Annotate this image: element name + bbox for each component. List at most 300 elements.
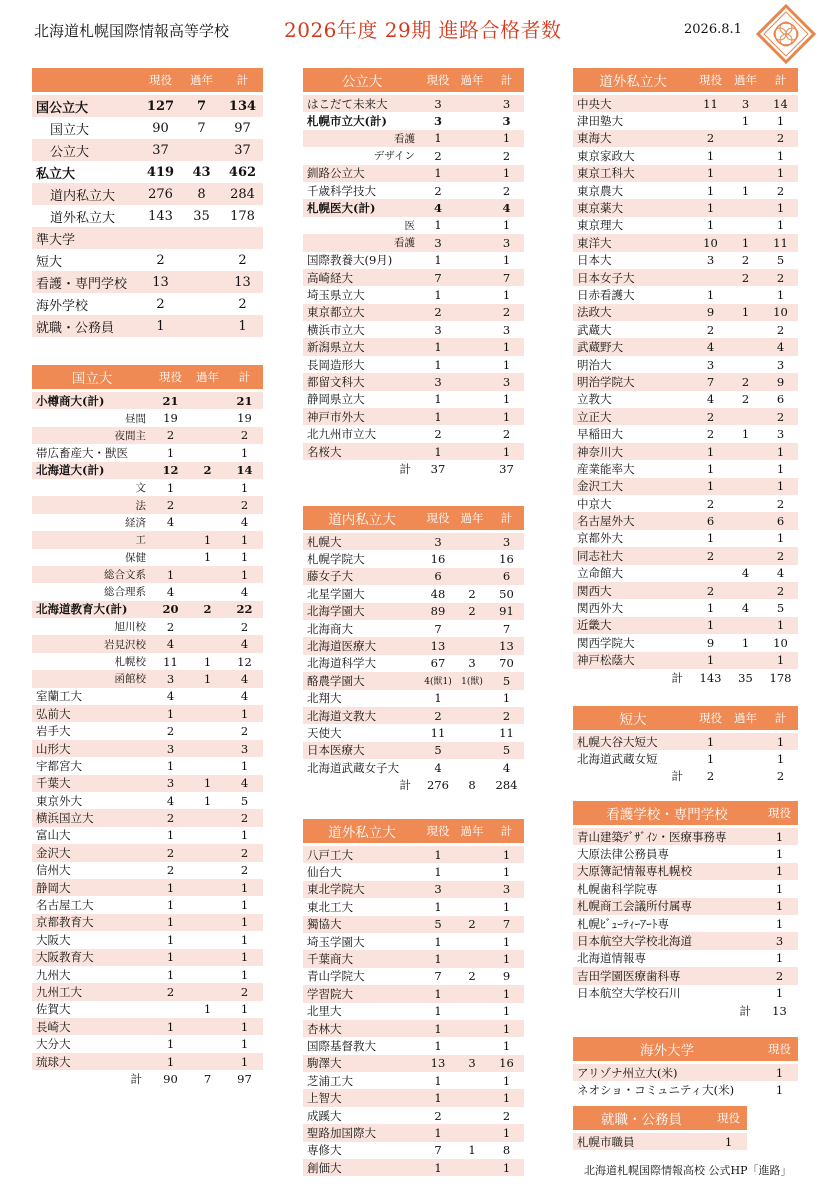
row-value: 3 — [502, 322, 511, 337]
tanki-col-header: 過年 — [734, 711, 757, 725]
row-value: 5 — [776, 601, 785, 616]
row-value: 1 — [706, 752, 715, 767]
employment-table — [573, 1106, 747, 1150]
row-label: 東京家政大 — [577, 148, 635, 163]
row-label: 海外学校 — [36, 298, 89, 314]
table-row — [573, 112, 798, 129]
row-value: 1 — [240, 1054, 249, 1069]
row-value: 3 — [434, 534, 442, 549]
table-row — [573, 408, 798, 425]
row-value: 2 — [203, 463, 212, 478]
row-value: 1 — [502, 409, 511, 424]
row-value: 1 — [240, 950, 249, 965]
row-value: 3 — [502, 96, 511, 111]
row-value: 2 — [741, 374, 750, 389]
row-value: 2 — [776, 548, 785, 563]
row-value: 13 — [430, 1056, 446, 1071]
row-value: 8 — [502, 1143, 511, 1158]
row-label: 長岡造形大 — [307, 357, 365, 372]
row-value: 1 — [741, 235, 750, 250]
row-value: 1 — [166, 898, 175, 913]
table-row — [303, 881, 524, 898]
row-value: 1 — [434, 409, 442, 424]
doNai-col-header: 現役 — [426, 511, 450, 525]
row-label: 東京薬大 — [577, 201, 623, 216]
table-row — [303, 846, 524, 863]
row-value: 2 — [240, 811, 249, 826]
row-label: 旭川校 — [114, 621, 146, 634]
row-label: 金沢大 — [36, 845, 71, 860]
row-value: 2 — [240, 428, 249, 443]
row-value: 1 — [203, 550, 212, 565]
row-value: 6 — [502, 569, 511, 584]
row-value: 70 — [499, 656, 514, 671]
row-value: 1 — [775, 881, 784, 896]
row-label: 北海道大(計) — [36, 463, 105, 478]
row-value: 1 — [502, 1021, 511, 1036]
row-value: 1 — [434, 1038, 442, 1053]
doGaiB-col-header: 過年 — [734, 73, 757, 87]
row-value: 1 — [775, 829, 784, 844]
row-value: 1 — [776, 148, 785, 163]
row-value: 5 — [434, 743, 442, 758]
table-row — [303, 147, 524, 164]
table-row — [303, 585, 524, 602]
row-value: 3 — [468, 656, 476, 671]
table-row — [32, 601, 263, 618]
row-value: 11 — [773, 235, 788, 250]
row-value: 1 — [434, 131, 442, 146]
table-row — [573, 565, 798, 582]
row-value: 7 — [706, 374, 715, 389]
row-label: 千歳科学技大 — [307, 183, 376, 198]
row-label: 神戸市外大 — [307, 409, 365, 424]
row-value: 6 — [706, 514, 715, 529]
table-row — [573, 617, 798, 634]
row-value: 1 — [434, 865, 442, 880]
row-value: 19 — [237, 411, 252, 426]
doGaiA-col-header: 現役 — [426, 824, 450, 838]
row-value: 4 — [240, 689, 249, 704]
row-value: 3 — [166, 671, 175, 686]
tanki-header-row — [573, 706, 798, 730]
row-value: 1 — [434, 934, 442, 949]
page-title: 2026年度 29期 進路合格者数 — [284, 18, 562, 42]
row-value: 2 — [741, 270, 750, 285]
doGaiA-header-row — [303, 819, 524, 843]
row-label: 弘前大 — [36, 706, 71, 721]
row-label: 富山大 — [36, 828, 71, 843]
row-value: 2 — [434, 305, 442, 320]
row-value: 1 — [502, 1073, 511, 1088]
row-value: 1 — [502, 865, 511, 880]
table-row — [573, 356, 798, 373]
table-row — [573, 863, 798, 880]
row-label: 成蹊大 — [307, 1108, 342, 1123]
row-value: 1 — [468, 1143, 476, 1158]
row-label: 佐賀大 — [36, 1002, 71, 1017]
table-row — [303, 533, 524, 550]
row-label: 法政大 — [577, 305, 612, 320]
row-value: 2 — [240, 724, 249, 739]
row-label: 法 — [135, 499, 146, 512]
table-row — [573, 950, 798, 967]
row-value: 1 — [775, 864, 784, 879]
row-value: 67 — [430, 656, 446, 671]
row-label: 計 — [399, 778, 411, 793]
row-label: 大原法律公務員専 — [577, 847, 669, 862]
table-row — [573, 547, 798, 564]
row-value: 1 — [166, 480, 175, 495]
row-label: 帯広畜産大・獣医 — [36, 445, 128, 460]
row-value: 6 — [776, 392, 785, 407]
row-value: 97 — [234, 120, 251, 136]
row-value: 1 — [741, 305, 750, 320]
row-value: 276 — [427, 778, 449, 793]
row-value: 1 — [502, 218, 511, 233]
row-value: 4 — [434, 760, 442, 775]
row-label: 千葉大 — [36, 776, 71, 791]
row-value: 3 — [434, 882, 442, 897]
outside-private-table-b — [573, 68, 798, 686]
row-value: 1 — [502, 166, 511, 181]
table-row — [32, 444, 263, 461]
row-label: 保健 — [125, 551, 146, 564]
row-value: 89 — [430, 604, 446, 619]
row-label: 東京工科大 — [577, 166, 635, 181]
row-value: 4 — [741, 601, 750, 616]
row-value: 1 — [724, 1134, 733, 1149]
table-row — [573, 217, 798, 234]
row-value: 1 — [502, 131, 511, 146]
row-value: 2 — [434, 148, 442, 163]
table-row — [573, 425, 798, 442]
row-value: 2 — [166, 619, 175, 634]
row-value: 1 — [706, 287, 715, 302]
row-value: 1 — [776, 201, 785, 216]
row-value: 20 — [162, 602, 179, 617]
row-value: 4 — [240, 637, 249, 652]
row-label: 関西大 — [577, 583, 612, 598]
row-label: 東洋大 — [577, 235, 612, 250]
table-row — [303, 182, 524, 199]
row-value: 7 — [502, 270, 511, 285]
summary-col-header: 過年 — [190, 73, 213, 87]
row-value: 143 — [699, 670, 722, 685]
junior-college-table — [573, 706, 798, 785]
row-label: 札幌校 — [114, 656, 146, 669]
row-label: 計 — [671, 670, 683, 685]
row-label: 千葉商大 — [307, 952, 353, 967]
table-row — [573, 530, 798, 547]
row-value: 7 — [197, 120, 206, 136]
row-value: 1 — [434, 952, 442, 967]
row-value: 1 — [166, 880, 175, 895]
public-col-header: 過年 — [460, 73, 484, 87]
row-value: 3 — [434, 322, 442, 337]
row-label: 天使大 — [307, 725, 342, 740]
date: 2026.8.1 — [684, 22, 742, 37]
row-value: 3 — [240, 741, 249, 756]
table-row — [303, 916, 524, 933]
row-label: 日本大 — [577, 253, 612, 268]
row-label: 東京都立大 — [307, 305, 365, 320]
row-value: 13 — [152, 274, 169, 290]
table-row — [573, 478, 798, 495]
row-value: 90 — [163, 1071, 178, 1086]
row-value: 3 — [434, 235, 442, 250]
shushoku-col-header: 現役 — [717, 1111, 740, 1125]
row-value: 1 — [502, 691, 511, 706]
row-value: 1 — [156, 318, 165, 334]
table-row — [303, 742, 524, 759]
table-row — [573, 880, 798, 897]
row-value: 4 — [502, 760, 511, 775]
table-row — [573, 985, 798, 1002]
row-label: 信州大 — [36, 863, 71, 878]
row-label: 藤女子大 — [307, 569, 353, 584]
row-value: 4 — [706, 392, 715, 407]
row-value: 1 — [166, 1054, 175, 1069]
public-col-header: 計 — [500, 73, 513, 87]
row-value: 127 — [146, 98, 175, 114]
row-value: 1 — [502, 952, 511, 967]
row-value: 2 — [775, 968, 784, 983]
row-value: 1 — [775, 847, 784, 862]
row-value: 1 — [434, 1160, 442, 1175]
row-value: 3 — [776, 427, 785, 442]
row-label: 札幌商工会議所付属専 — [577, 899, 692, 914]
row-label: 看護・専門学校 — [36, 276, 128, 292]
row-value: 2 — [502, 148, 511, 163]
row-value: 2 — [468, 969, 476, 984]
row-value: 10 — [773, 305, 788, 320]
summary-header-row — [32, 68, 263, 92]
row-label: 医 — [404, 219, 415, 232]
row-label: 東海大 — [577, 131, 612, 146]
row-value: 1 — [434, 1004, 442, 1019]
row-value: 22 — [236, 602, 253, 617]
row-value: 1 — [434, 287, 442, 302]
row-value: 2 — [502, 708, 511, 723]
row-value: 13 — [499, 639, 514, 654]
row-value: 1 — [776, 461, 785, 476]
row-label: 明治大 — [577, 357, 612, 372]
kango-total-row — [573, 1002, 798, 1019]
row-value: 2 — [776, 183, 785, 198]
table-row — [303, 672, 524, 689]
row-value: 9 — [706, 635, 715, 650]
row-value: 1 — [203, 1002, 212, 1017]
table-row — [573, 750, 798, 767]
table-row — [573, 460, 798, 477]
table-row — [573, 733, 798, 750]
table-row — [32, 1035, 263, 1052]
row-value: 7 — [434, 969, 442, 984]
row-label: 計 — [130, 1071, 142, 1086]
row-label: 神奈川大 — [577, 444, 623, 459]
row-label: 横浜市立大 — [307, 322, 365, 337]
row-label: 新潟県立大 — [307, 340, 365, 355]
row-value: 134 — [228, 98, 257, 114]
row-label: 道内私立大 — [50, 188, 116, 204]
row-value: 4 — [776, 340, 785, 355]
table-row — [573, 391, 798, 408]
table-row — [573, 634, 798, 651]
row-value: 1 — [203, 776, 212, 791]
row-label: 上智大 — [307, 1091, 342, 1106]
doNai-title: 道内私立大 — [328, 512, 396, 528]
table-row — [32, 315, 263, 337]
summary-col-header: 現役 — [149, 73, 172, 87]
row-value: 3 — [502, 882, 511, 897]
row-value: 8 — [468, 778, 476, 793]
national-col-header: 過年 — [196, 370, 219, 384]
row-value: 2 — [240, 863, 249, 878]
row-value: 4 — [166, 689, 175, 704]
table-row — [303, 373, 524, 390]
row-value: 37 — [234, 142, 251, 158]
row-value: 11 — [703, 96, 718, 111]
row-label: 東京外大 — [36, 793, 82, 808]
doGaiB-col-header: 現役 — [699, 73, 722, 87]
row-value: 2 — [166, 724, 175, 739]
table-row — [303, 707, 524, 724]
row-value: 178 — [230, 208, 255, 224]
row-value: 35 — [738, 670, 753, 685]
table-row — [32, 862, 263, 879]
row-value: 1 — [434, 218, 442, 233]
row-label: 専修大 — [307, 1143, 342, 1158]
row-value: 1 — [776, 752, 785, 767]
doGaiB-title: 道外私立大 — [599, 74, 667, 90]
row-value: 462 — [228, 164, 257, 180]
table-row — [303, 863, 524, 880]
doNai-col-header: 過年 — [460, 511, 484, 525]
row-value: 2 — [434, 708, 442, 723]
row-value: 7 — [434, 621, 442, 636]
row-label: 大阪大 — [36, 932, 71, 947]
outside-private-table-a — [303, 819, 524, 1176]
school-name: 北海道札幌国際情報高等学校 — [34, 22, 230, 40]
row-label: 国公立大 — [36, 100, 89, 116]
table-row — [32, 653, 263, 670]
table-row — [303, 637, 524, 654]
row-label: 北海道情報専 — [577, 951, 646, 966]
table-row — [573, 182, 798, 199]
row-label: 関西外大 — [577, 601, 623, 616]
row-value: 3 — [775, 934, 784, 949]
row-value: 2 — [434, 183, 442, 198]
nursing-vocational-table — [573, 801, 798, 1019]
row-value: 4 — [706, 340, 715, 355]
row-value: 3 — [706, 253, 715, 268]
table-row — [32, 688, 263, 705]
row-label: 明治学院大 — [577, 374, 635, 389]
row-value: 43 — [192, 164, 211, 180]
shushoku-title: 就職・公務員 — [601, 1112, 682, 1128]
table-row — [573, 932, 798, 949]
table-row — [303, 1124, 524, 1141]
row-value: 284 — [495, 778, 518, 793]
row-value: 1 — [502, 986, 511, 1001]
table-row — [32, 531, 263, 548]
row-label: 札幌歯科学院専 — [577, 881, 658, 896]
table-row — [303, 1055, 524, 1072]
row-value: 2 — [240, 498, 249, 513]
row-value: 1 — [203, 654, 212, 669]
row-value: 3 — [434, 96, 442, 111]
row-value: 2 — [706, 131, 715, 146]
row-value: 37 — [152, 142, 169, 158]
row-value: 4 — [240, 776, 249, 791]
row-label: 室蘭工大 — [36, 689, 82, 704]
table-row — [303, 391, 524, 408]
row-label: 仙台大 — [307, 865, 342, 880]
row-label: 長崎大 — [36, 1019, 71, 1034]
kango-col-header: 現役 — [768, 806, 791, 820]
table-row — [573, 512, 798, 529]
row-value: 1 — [775, 986, 784, 1001]
table-row — [573, 130, 798, 147]
row-value: 13 — [234, 274, 251, 290]
table-row — [303, 269, 524, 286]
row-value: 37 — [430, 461, 446, 476]
row-label: アリゾナ州立大(米) — [577, 1065, 678, 1080]
row-label: 八戸工大 — [307, 847, 353, 862]
row-label: 公立大 — [50, 144, 90, 160]
row-value: 9 — [706, 305, 715, 320]
table-row — [573, 828, 798, 845]
table-row — [303, 1142, 524, 1159]
row-value: 4 — [433, 201, 442, 216]
doGaiB-col-header: 計 — [774, 73, 787, 87]
row-value: 1 — [434, 166, 442, 181]
row-value: 19 — [163, 411, 178, 426]
table-row — [303, 1003, 524, 1020]
table-row — [573, 321, 798, 338]
row-value: 1 — [502, 253, 511, 268]
table-row — [303, 1107, 524, 1124]
table-row — [303, 95, 524, 112]
table-row — [32, 775, 263, 792]
row-label: 経済 — [125, 516, 146, 529]
row-label: 岩手大 — [36, 724, 71, 739]
table-row — [32, 293, 263, 315]
row-label: 東京農大 — [577, 183, 623, 198]
row-value: 7 — [502, 917, 511, 932]
row-value: 1 — [706, 734, 715, 749]
table-row — [573, 495, 798, 512]
row-label: 文 — [135, 482, 146, 495]
kaigai-title: 海外大学 — [640, 1043, 694, 1059]
row-value: 1 — [203, 671, 212, 686]
row-value: 2 — [166, 984, 175, 999]
doGaiA-col-header: 計 — [500, 824, 513, 838]
row-value: 11 — [163, 654, 178, 669]
row-value: 1 — [434, 444, 442, 459]
row-value: 2 — [502, 1108, 511, 1123]
row-label: 北海道医療大 — [307, 639, 376, 654]
row-label: 駒澤大 — [307, 1056, 342, 1071]
row-value: 14 — [236, 463, 253, 478]
row-label: 産業能率大 — [577, 461, 635, 476]
table-row — [32, 583, 263, 600]
row-value: 2 — [203, 602, 212, 617]
row-label: 静岡大 — [36, 880, 71, 895]
row-value: 13 — [772, 1003, 787, 1018]
row-value: 1 — [776, 734, 785, 749]
